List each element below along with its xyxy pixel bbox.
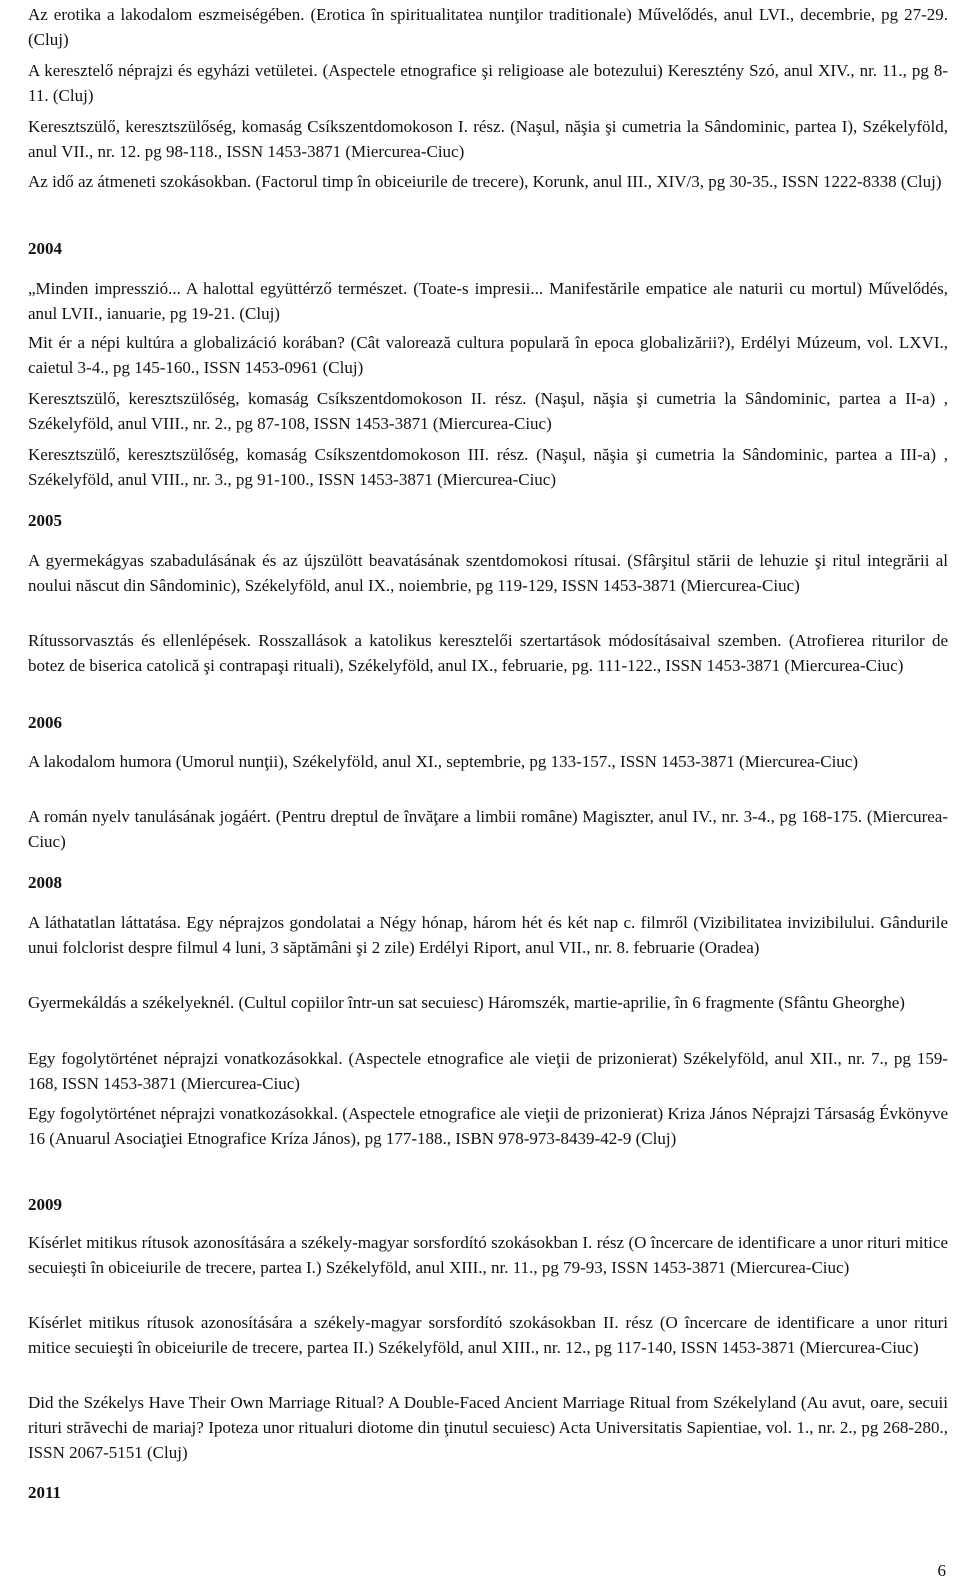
- entry-text: Gyermekáldás a székelyeknél. (Cultul copiilor într-un sat secuiesc) Háromszék, martie-aprilie, în 6 fragmente (Sfântu Gheorghe): [28, 993, 905, 1012]
- year-heading: 2009: [28, 1195, 62, 1214]
- entry-text: A gyermekágyas szabadulásának és az újszülött beavatásának szentdomokosi rítusai. (Sfârşitul stării de lehuzie şi ritul integrării al noului născut din Sândominic), Székelyföld, anul IX., noiembrie, pg 119-129, ISSN 1453-3871 (Miercurea-Ciuc): [28, 551, 948, 595]
- bibliography-entry: [28, 169, 948, 194]
- bibliography-entry: [28, 330, 948, 380]
- entry-text: Egy fogolytörténet néprajzi vonatkozásokkal. (Aspectele etnografice ale vieţii de prizonierat) Székelyföld, anul XII., nr. 7., pg 159-168, ISSN 1453-3871 (Miercurea-Ciuc): [28, 1049, 948, 1093]
- entry-text: A keresztelő néprajzi és egyházi vetületei. (Aspectele etnografice şi religioase ale botezului) Keresztény Szó, anul XIV., nr. 11., pg 8-11. (Cluj): [28, 61, 948, 105]
- entry-text: A román nyelv tanulásának jogáért. (Pentru dreptul de învăţare a limbii române) Magiszter, anul IV., nr. 3-4., pg 168-175. (Miercurea-Ciuc): [28, 807, 948, 851]
- bibliography-entry: [28, 1390, 948, 1465]
- page-number: 6: [937, 1561, 946, 1580]
- bibliography-entry: [28, 442, 948, 492]
- entry-text: Keresztszülő, keresztszülőség, komaság Csíkszentdomokoson I. rész. (Naşul, năşia şi cumetria la Sândominic, partea I), Székelyföld, anul VII., nr. 12. pg 98-118., ISSN 1453-3871 (Miercurea-Ciuc): [28, 117, 948, 161]
- entry-text: Keresztszülő, keresztszülőség, komaság Csíkszentdomokoson III. rész. (Naşul, năşia şi cumetria la Sândominic, partea a III-a) , Székelyföld, anul VIII., nr. 3., pg 91-100., ISSN 1453-3871 (Miercurea-Ciuc): [28, 445, 948, 489]
- entry-text: Kísérlet mitikus rítusok azonosítására a székely-magyar sorsfordító szokásokban II. rész (O încercare de identificare a unor rituri mitice secuieşti în obiceiurile de trecere, partea II.) Székelyföld, anul XIII., nr. 12., pg 117-140, ISSN 1453-3871 (Miercurea-Ciuc): [28, 1313, 948, 1357]
- entry-text: A lakodalom humora (Umorul nunţii), Székelyföld, anul XI., septembrie, pg 133-157., ISSN 1453-3871 (Miercurea-Ciuc): [28, 752, 858, 771]
- entry-text: Kísérlet mitikus rítusok azonosítására a székely-magyar sorsfordító szokásokban I. rész (O încercare de identificare a unor rituri mitice secuieşti în obiceiurile de trecere, partea I.) Székelyföld, anul XIII., nr. 11., pg 79-93, ISSN 1453-3871 (Miercurea-Ciuc): [28, 1233, 948, 1277]
- bibliography-entry: [28, 990, 948, 1015]
- entry-text: Mit ér a népi kultúra a globalizáció korában? (Cât valorează cultura populară în epoca globalizării?), Erdélyi Múzeum, vol. LXVI., caietul 3-4., pg 145-160., ISSN 1453-0961 (Cluj): [28, 333, 948, 377]
- bibliography-entry: [28, 1310, 948, 1360]
- entry-text: A láthatatlan láttatása. Egy néprajzos gondolatai a Négy hónap, három hét és két nap c. filmről (Vizibilitatea invizibilului. Gândurile unui folclorist despre filmul 4 luni, 3 săptămâni şi 2 zile) Erdélyi Riport, anul VII., nr. 8. februarie (Oradea): [28, 913, 948, 957]
- bibliography-entry: [28, 804, 948, 854]
- bibliography-entry: [28, 276, 948, 326]
- entry-text: Az erotika a lakodalom eszmeiségében. (Erotica în spiritualitatea nunţilor traditionale) Művelődés, anul LVI., decembrie, pg 27-29. (Cluj): [28, 5, 948, 49]
- bibliography-entry: [28, 749, 948, 774]
- bibliography-entry: [28, 2, 948, 52]
- bibliography-entry: [28, 628, 948, 678]
- year-heading: 2008: [28, 873, 62, 892]
- bibliography-entry: [28, 1101, 948, 1151]
- bibliography-entry: [28, 58, 948, 108]
- year-heading: 2004: [28, 239, 62, 258]
- entry-text: Az idő az átmeneti szokásokban. (Factorul timp în obiceiurile de trecere), Korunk, anul III., XIV/3, pg 30-35., ISSN 1222-8338 (Cluj): [28, 172, 942, 191]
- bibliography-entry: [28, 548, 948, 598]
- entry-text: Keresztszülő, keresztszülőség, komaság Csíkszentdomokoson II. rész. (Naşul, năşia şi cumetria la Sândominic, partea a II-a) , Székelyföld, anul VIII., nr. 2., pg 87-108, ISSN 1453-3871 (Miercurea-Ciuc): [28, 389, 948, 433]
- year-heading: 2006: [28, 713, 62, 732]
- bibliography-entry: [28, 114, 948, 164]
- bibliography-entry: [28, 1046, 948, 1096]
- bibliography-entry: [28, 910, 948, 960]
- year-heading: 2011: [28, 1483, 62, 1502]
- entry-text: „Minden impresszió... A halottal együttérző természet. (Toate-s impresii... Manifestările empatice ale naturii cu mortul) Művelődés, anul LVII., ianuarie, pg 19-21. (Cluj): [28, 279, 948, 323]
- year-heading: 2005: [28, 511, 62, 530]
- entry-text: Egy fogolytörténet néprajzi vonatkozásokkal. (Aspectele etnografice ale vieţii de prizonierat) Kriza János Néprajzi Társaság Évkönyve 16 (Anuarul Asociaţiei Etnografice Kríza János), pg 177-188., ISBN 978-973-8439-42-9 (Cluj): [28, 1104, 948, 1148]
- entry-text: Did the Székelys Have Their Own Marriage Ritual? A Double-Faced Ancient Marriage Ritual from Székelyland (Au avut, oare, secuii rituri străvechi de mariaj? Ipoteza unor ritualuri diotome din ţinutul secuiesc) Acta Universitatis Sapientiae, vol. 1., nr. 2., pg 268-280., ISSN 2067-5151 (Cluj): [28, 1393, 948, 1462]
- bibliography-entry: [28, 386, 948, 436]
- bibliography-entry: [28, 1230, 948, 1280]
- entry-text: Rítussorvasztás és ellenlépések. Rosszallások a katolikus keresztelői szertartások módosításaival szemben. (Atrofierea riturilor de botez de biserica catolică şi contrapaşi rituali), Székelyföld, anul IX., februarie, pg. 111-122., ISSN 1453-3871 (Miercurea-Ciuc): [28, 631, 948, 675]
